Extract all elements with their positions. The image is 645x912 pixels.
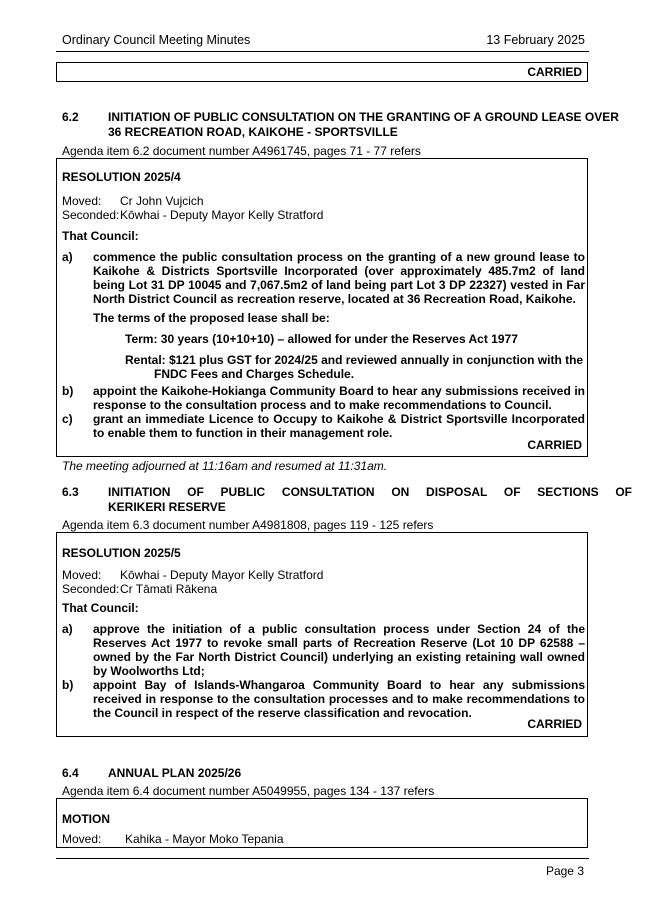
seconded-label: Seconded: [62,582,120,596]
moved-label: Moved: [62,194,102,208]
item-marker: a) [62,622,73,636]
lease-term: Term: 30 years (10+10+10) – allowed for under the Reserves Act 1977 [125,332,518,346]
carried-label: CARRIED [527,65,582,79]
resolution-heading: RESOLUTION 2025/4 [62,170,181,184]
that-council-label: That Council: [62,229,139,243]
header-date: 13 February 2025 [486,33,585,47]
seconded-by: Cr Tāmati Rākena [120,582,218,596]
section-number: 6.2 [62,110,79,124]
moved-by: Kahika - Mayor Moko Tepania [125,832,284,846]
seconded-by: Kōwhai - Deputy Mayor Kelly Stratford [120,208,324,222]
item-text: approve the initiation of a public consultation process under Section 24 of the Reserves Act 1977 to revoke small parts of Recreation Reserve (Lot 10 DP 62588 – owned by the Far North District Council) underlying an existing retaining wall owned by Woolworths Ltd; [93,622,585,678]
agenda-reference-6-3: Agenda item 6.3 document number A4981808, pages 119 - 125 refers [62,518,434,532]
section-number: 6.4 [62,766,79,780]
section-title-line1: INITIATION OF PUBLIC CONSULTATION ON DISPOSAL OF SECTIONS OF [108,485,632,499]
resolution-box-2025-5 [56,532,588,737]
agenda-reference-6-4: Agenda item 6.4 document number A5049955, pages 134 - 137 refers [62,784,435,798]
resolution-heading: RESOLUTION 2025/5 [62,546,181,560]
motion-box [56,798,588,848]
resolution-box-2025-4 [56,158,588,457]
carried-label: CARRIED [527,438,582,452]
header-divider [56,51,589,52]
carried-label: CARRIED [527,717,582,731]
lease-rental-line1: Rental: $121 plus GST for 2024/25 and reviewed annually in conjunction with the [125,353,584,367]
carried-box-top [56,62,588,82]
that-council-label: That Council: [62,601,139,615]
item-marker: c) [62,412,73,426]
item-text: appoint Bay of Islands-Whangaroa Community Board to hear any submissions received in response to the consultation processes and to make recommendations to the Council in respect of the reserve classification and revocation. [93,678,585,720]
seconded-label: Seconded: [62,208,120,222]
moved-label: Moved: [62,568,102,582]
section-number: 6.3 [62,485,79,499]
section-title-line2: KERIKERI RESERVE [108,500,226,514]
item-text: appoint the Kaikohe-Hokianga Community Board to hear any submissions received in response to the consultation process and to make recommendations to Council. [93,384,585,412]
agenda-reference-6-2: Agenda item 6.2 document number A4961745, pages 71 - 77 refers [62,144,421,158]
section-title: INITIATION OF PUBLIC CONSULTATION ON THE GRANTING OF A GROUND LEASE OVER 36 RECREATION ROAD, KAIKOHE - SPORTSVILLE [108,110,619,139]
section-title: ANNUAL PLAN 2025/26 [108,766,242,780]
item-marker: b) [62,678,74,692]
terms-intro: The terms of the proposed lease shall be: [93,311,330,325]
item-text: commence the public consultation process on the granting of a new ground lease to Kaikohe & Districts Sportsville Incorporated (over approximately 485.7m2 of land being Lot 31 DP 10045 and 7,067.5m2 of land being part Lot 3 DP 22327) vested in Far North District Council as recreation reserve, located at 36 Recreation Road, Kaikohe. [93,250,585,306]
motion-heading: MOTION [62,812,110,826]
moved-by: Cr John Vujcich [120,194,204,208]
item-marker: a) [62,250,73,264]
adjournment-note: The meeting adjourned at 11:16am and resumed at 11:31am. [62,459,388,473]
item-marker: b) [62,384,74,398]
footer-divider [56,858,589,859]
header-title: Ordinary Council Meeting Minutes [62,33,251,47]
page-number: Page 3 [545,864,584,878]
moved-by: Kōwhai - Deputy Mayor Kelly Stratford [120,568,324,582]
item-text: grant an immediate Licence to Occupy to Kaikohe & District Sportsville Incorporated to enable them to function in their management role. [93,412,585,440]
moved-label: Moved: [62,832,102,846]
lease-rental-line2: FNDC Fees and Charges Schedule. [154,367,355,381]
